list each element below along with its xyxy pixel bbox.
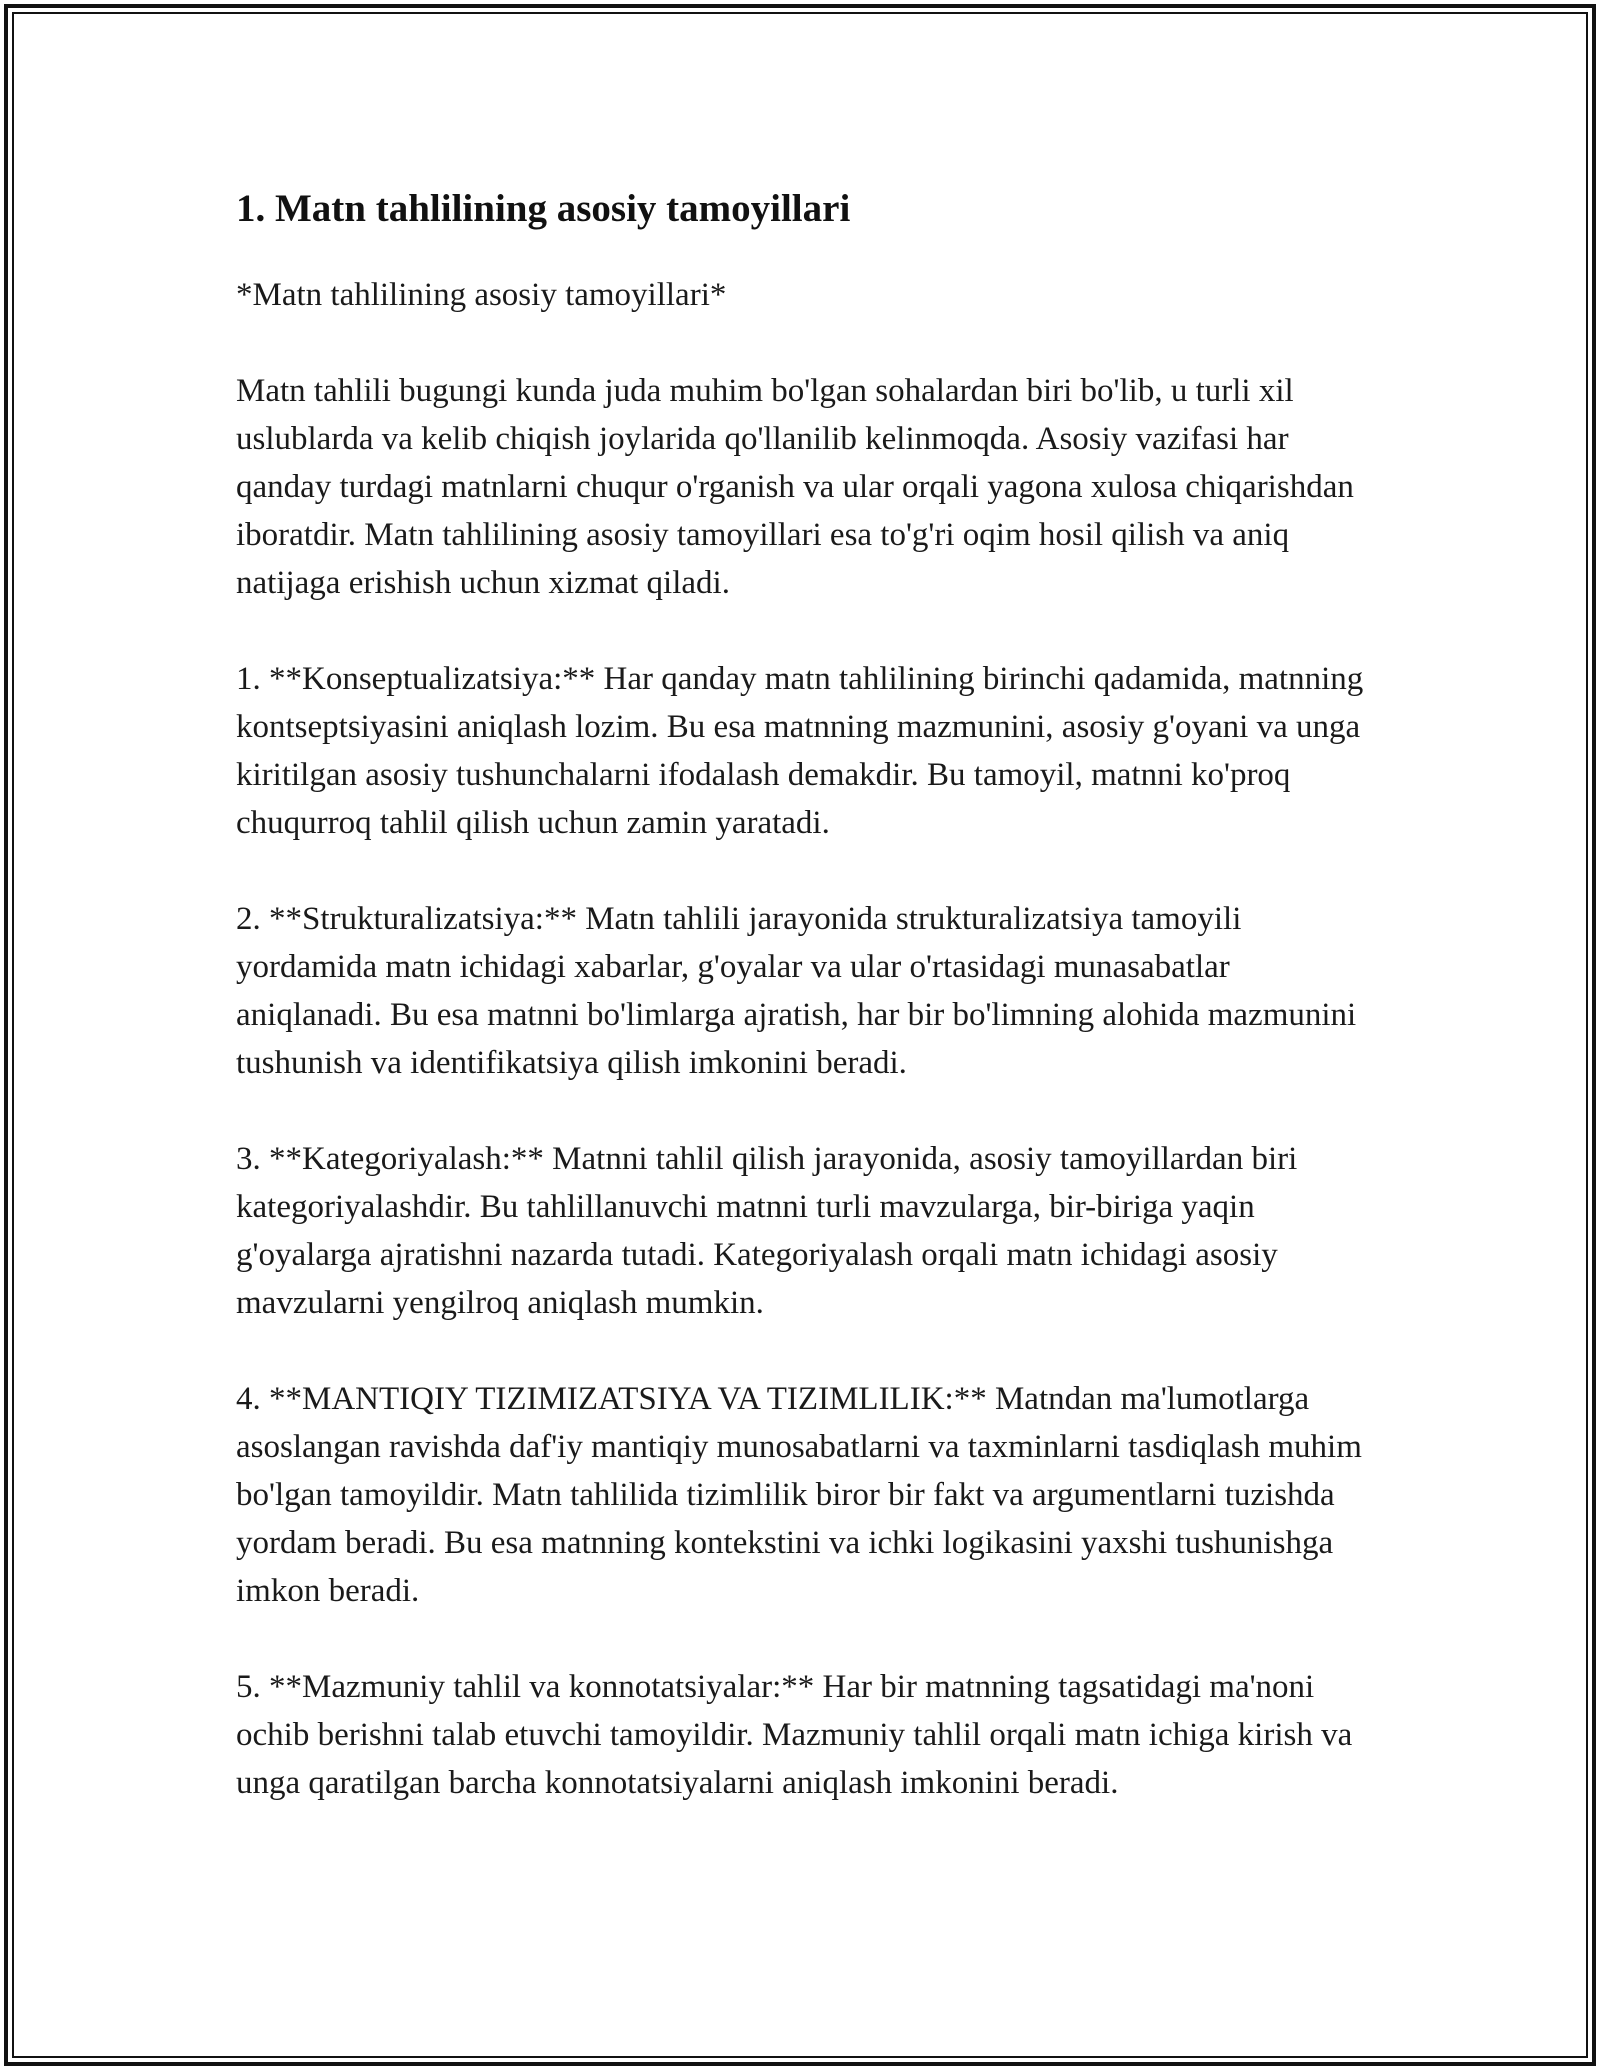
principle-structuralization: 2. **Strukturalizatsiya:** Matn tahlili jarayonida strukturalizatsiya tamoyili yordamida matn ichidagi xabarlar, g'oyalar va ular o'rtasidagi munasabatlar aniqlanadi. Bu esa matnni bo'limlarga ajratish, har bir bo'limning alohida mazmunini tushunish va identifikatsiya qilish imkonini beradi. xyxy=(236,900,1357,1081)
document-body xyxy=(236,186,1376,1807)
document-title: 1. Matn tahlilining asosiy tamoyillari xyxy=(236,187,851,230)
intro-paragraph: Matn tahlili bugungi kunda juda muhim bo'lgan sohalardan biri bo'lib, u turli xil uslublarda va kelib chiqish joylarida qo'llanilib kelinmoqda. Asosiy vazifasi har qanday turdagi matnlarni chuqur o'rganish va ular orqali yagona xulosa chiqarishdan iboratdir. Matn tahlilining asosiy tamoyillari esa to'g'ri oqim hosil qilish va aniq natijaga erishish uchun xizmat qiladi. xyxy=(236,372,1354,601)
principle-categorization: 3. **Kategoriyalash:** Matnni tahlil qilish jarayonida, asosiy tamoyillardan biri kategoriyalashdir. Bu tahlillanuvchi matnni turli mavzularga, bir-biriga yaqin g'oyalarga ajratishni nazarda tutadi. Kategoriyalash orqali matn ichidagi asosiy mavzularni yengilroq aniqlash mumkin. xyxy=(236,1140,1298,1321)
principle-logical-systematization: 4. **MANTIQIY TIZIMIZATSIYA VA TIZIMLILIK:** Matndan ma'lumotlarga asoslangan ravishda daf'iy mantiqiy munosabatlarni va taxminlarni tasdiqlash muhim bo'lgan tamoyildir. Matn tahlilida tizimlilik biror bir fakt va argumentlarni tuzishda yordam beradi. Bu esa matnning kontekstini va ichki logikasini yaxshi tushunishga imkon beradi. xyxy=(236,1380,1362,1609)
principle-conceptualization: 1. **Konseptualizatsiya:** Har qanday matn tahlilining birinchi qadamida, matnning kontseptsiyasini aniqlash lozim. Bu esa matnning mazmunini, asosiy g'oyani va unga kiritilgan asosiy tushunchalarni ifodalash demakdir. Bu tamoyil, matnni ko'proq chuqurroq tahlil qilish uchun zamin yaratadi. xyxy=(236,660,1364,841)
document-subtitle: *Matn tahlilining asosiy tamoyillari* xyxy=(236,276,727,313)
principle-semantic-analysis: 5. **Mazmuniy tahlil va konnotatsiyalar:** Har bir matnning tagsatidagi ma'noni ochib berishni talab etuvchi tamoyildir. Mazmuniy tahlil orqali matn ichiga kirish va unga qaratilgan barcha konnotatsiyalarni aniqlash imkonini beradi. xyxy=(236,1668,1353,1801)
